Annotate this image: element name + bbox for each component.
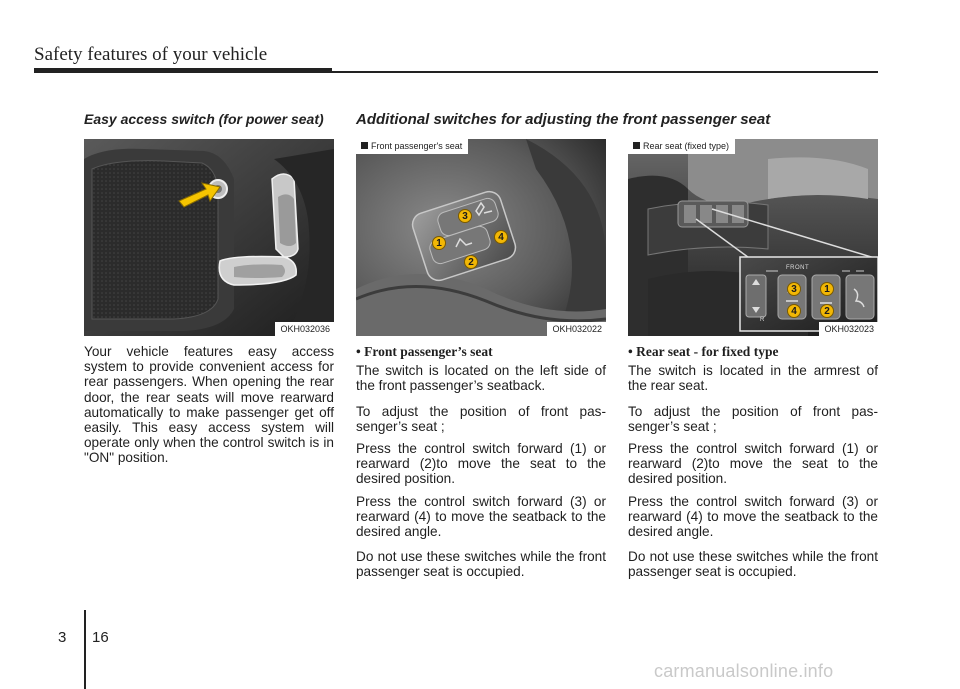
callout-badge: 1 (820, 282, 834, 296)
column-rear-seat (628, 344, 878, 587)
rear-warning-text: Do not use these switches while the front passenger seat is occupied. (628, 549, 878, 580)
rear-step1-text: Press the control switch forward (1) or rearward (2)to move the seat to the desired position. (628, 441, 878, 487)
callout-badge: 3 (787, 282, 801, 296)
easy-access-paragraph: Your vehicle features easy access system to provide convenient access for rear passengers. When opening the rear door, the rear seats will move rearward automatically to make passenger get off easily. This easy access system will operate only when the control switch is in "ON" position. (84, 344, 334, 466)
rear-location-text: The switch is located in the armrest of the rear seat. (628, 363, 878, 394)
image-code: OKH032022 (547, 322, 606, 336)
column-easy-access (84, 344, 334, 473)
image-label-tab (628, 139, 735, 154)
subheading-rear-seat: • Rear seat - for fixed type (628, 344, 779, 359)
front-intro-text: To adjust the position of front pas- senger’s seat ; (356, 403, 606, 434)
callout-badge: 1 (432, 236, 446, 250)
page-number: 16 (92, 629, 109, 646)
front-warning-text: Do not use these switches while the front passenger seat is occupied. (356, 549, 606, 580)
header-rule-thin (332, 71, 878, 73)
image-code: OKH032036 (275, 322, 334, 336)
callout-badge: 4 (787, 304, 801, 318)
front-step2-text: Press the control switch forward (3) or rearward (4) to move the seatback to the desired angle. (356, 493, 606, 540)
square-bullet-icon (633, 142, 640, 149)
image-code: OKH032023 (819, 322, 878, 336)
subheading-front-passenger: • Front passenger’s seat (356, 344, 493, 359)
callout-badge: 2 (464, 255, 478, 269)
page-header-title: Safety features of your vehicle (34, 44, 268, 65)
section-heading-additional-switches: Additional switches for adjusting the front passenger seat (356, 111, 771, 128)
callout-badge: 4 (494, 230, 508, 244)
rear-step2-text: Press the control switch forward (3) or rearward (4) to move the seatback to the desired angle. (628, 493, 878, 540)
header-rule-thick (34, 68, 332, 73)
front-location-text: The switch is located on the left side of the front passenger’s seatback. (356, 363, 606, 394)
section-heading-easy-access: Easy access switch (for power seat) (84, 111, 324, 127)
page-chapter-number: 3 (58, 629, 67, 646)
inset-r-label: R (760, 317, 765, 323)
callout-badge: 2 (820, 304, 834, 318)
square-bullet-icon (361, 142, 368, 149)
footer-divider (84, 610, 86, 689)
inset-front-label: FRONT (786, 265, 810, 271)
photo-rear-seat (628, 139, 878, 336)
column-front-passenger (356, 344, 606, 587)
rear-intro-text: To adjust the position of front pas- senger’s seat ; (628, 403, 878, 434)
watermark-text: carmanualsonline.info (654, 661, 834, 681)
image-label-text: Front passenger's seat (371, 141, 463, 151)
front-step1-text: Press the control switch forward (1) or rearward (2)to move the seat to the desired position. (356, 441, 606, 487)
photo-front-passenger-seat (356, 139, 606, 336)
image-label-tab (356, 139, 468, 154)
image-label-text: Rear seat (fixed type) (643, 141, 730, 151)
callout-badge: 3 (458, 209, 472, 223)
photo-door-panel (84, 139, 334, 336)
